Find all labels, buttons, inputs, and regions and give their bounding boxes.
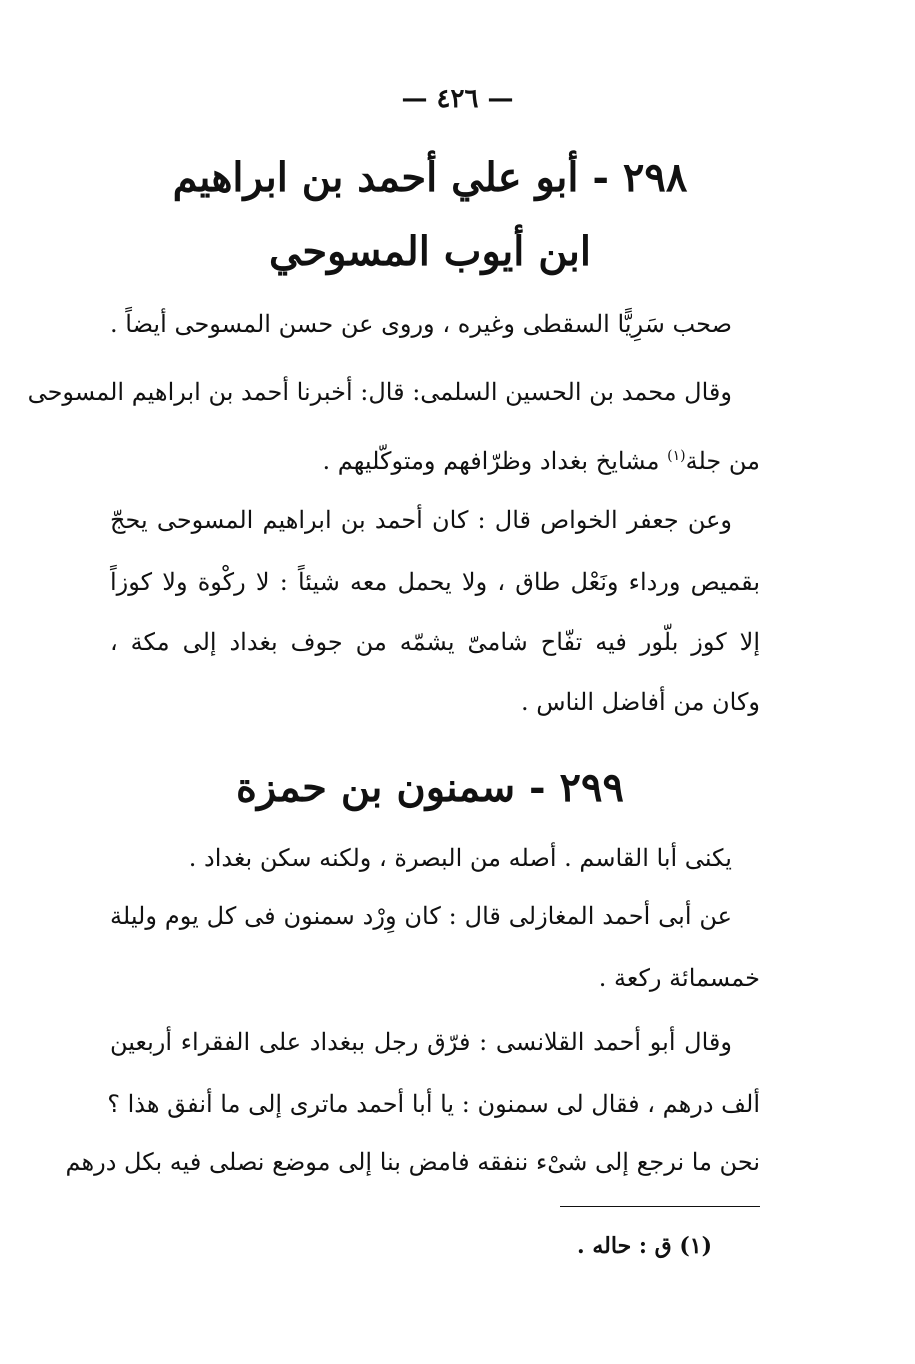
footnote-marker: (١) <box>667 448 686 464</box>
text-fragment: مشايخ بغداد وظرّافهم ومتوكّليهم . <box>322 447 660 475</box>
text-fragment: من جلة <box>685 447 760 475</box>
entry-298-heading-continued: ابن أيوب المسوحي <box>269 228 591 275</box>
text-line: وقال محمد بن الحسين السلمى: قال: أخبرنا أحمد بن ابراهيم المسوحى <box>27 378 732 406</box>
text-line: نحن ما نرجع إلى شىْء ننفقه فامض بنا إلى موضع نصلى فيه بكل درهم <box>65 1148 760 1176</box>
text-line: ألف درهم ، فقال لى سمنون : يا أبا أحمد ماترى إلى ما أنفق هذا ؟ <box>107 1090 760 1118</box>
entry-298-heading: ٢٩٨ - أبو علي أحمد بن ابراهيم <box>172 154 688 201</box>
text-line: يكنى أبا القاسم . أصله من البصرة ، ولكنه سكن بغداد . <box>188 844 732 872</box>
footnote: (١) ق : حاله . <box>577 1233 712 1259</box>
footnote-separator <box>560 1206 760 1207</box>
text-line: وقال أبو أحمد القلانسى : فرّق رجل ببغداد على الفقراء أربعين <box>110 1028 732 1056</box>
text-line: خمسمائة ركعة . <box>598 964 760 992</box>
text-line: إلا كوز بلّور فيه تفّاح شامىّ يشمّه من جوف بغداد إلى مكة ، <box>110 628 760 656</box>
text-line: صحب سَرِيًّا السقطى وغيره ، وروى عن حسن المسوحى أيضاً . <box>110 310 732 338</box>
text-line: عن أبى أحمد المغازلى قال : كان وِرْد سمنون فى كل يوم وليلة <box>110 902 732 930</box>
text-line: وكان من أفاضل الناس . <box>520 688 760 716</box>
text-line-with-footnote <box>110 436 760 481</box>
text-line: بقميص ورداء ونَعْل طاق ، ولا يحمل معه شيئاً : لا ركْوة ولا كوزاً <box>110 568 760 596</box>
entry-299-heading: ٢٩٩ - سمنون بن حمزة <box>236 764 624 811</box>
text-line: وعن جعفر الخواص قال : كان أحمد بن ابراهيم المسوحى يحجّ <box>110 506 732 534</box>
page-number: — ٤٢٦ — <box>401 84 514 114</box>
